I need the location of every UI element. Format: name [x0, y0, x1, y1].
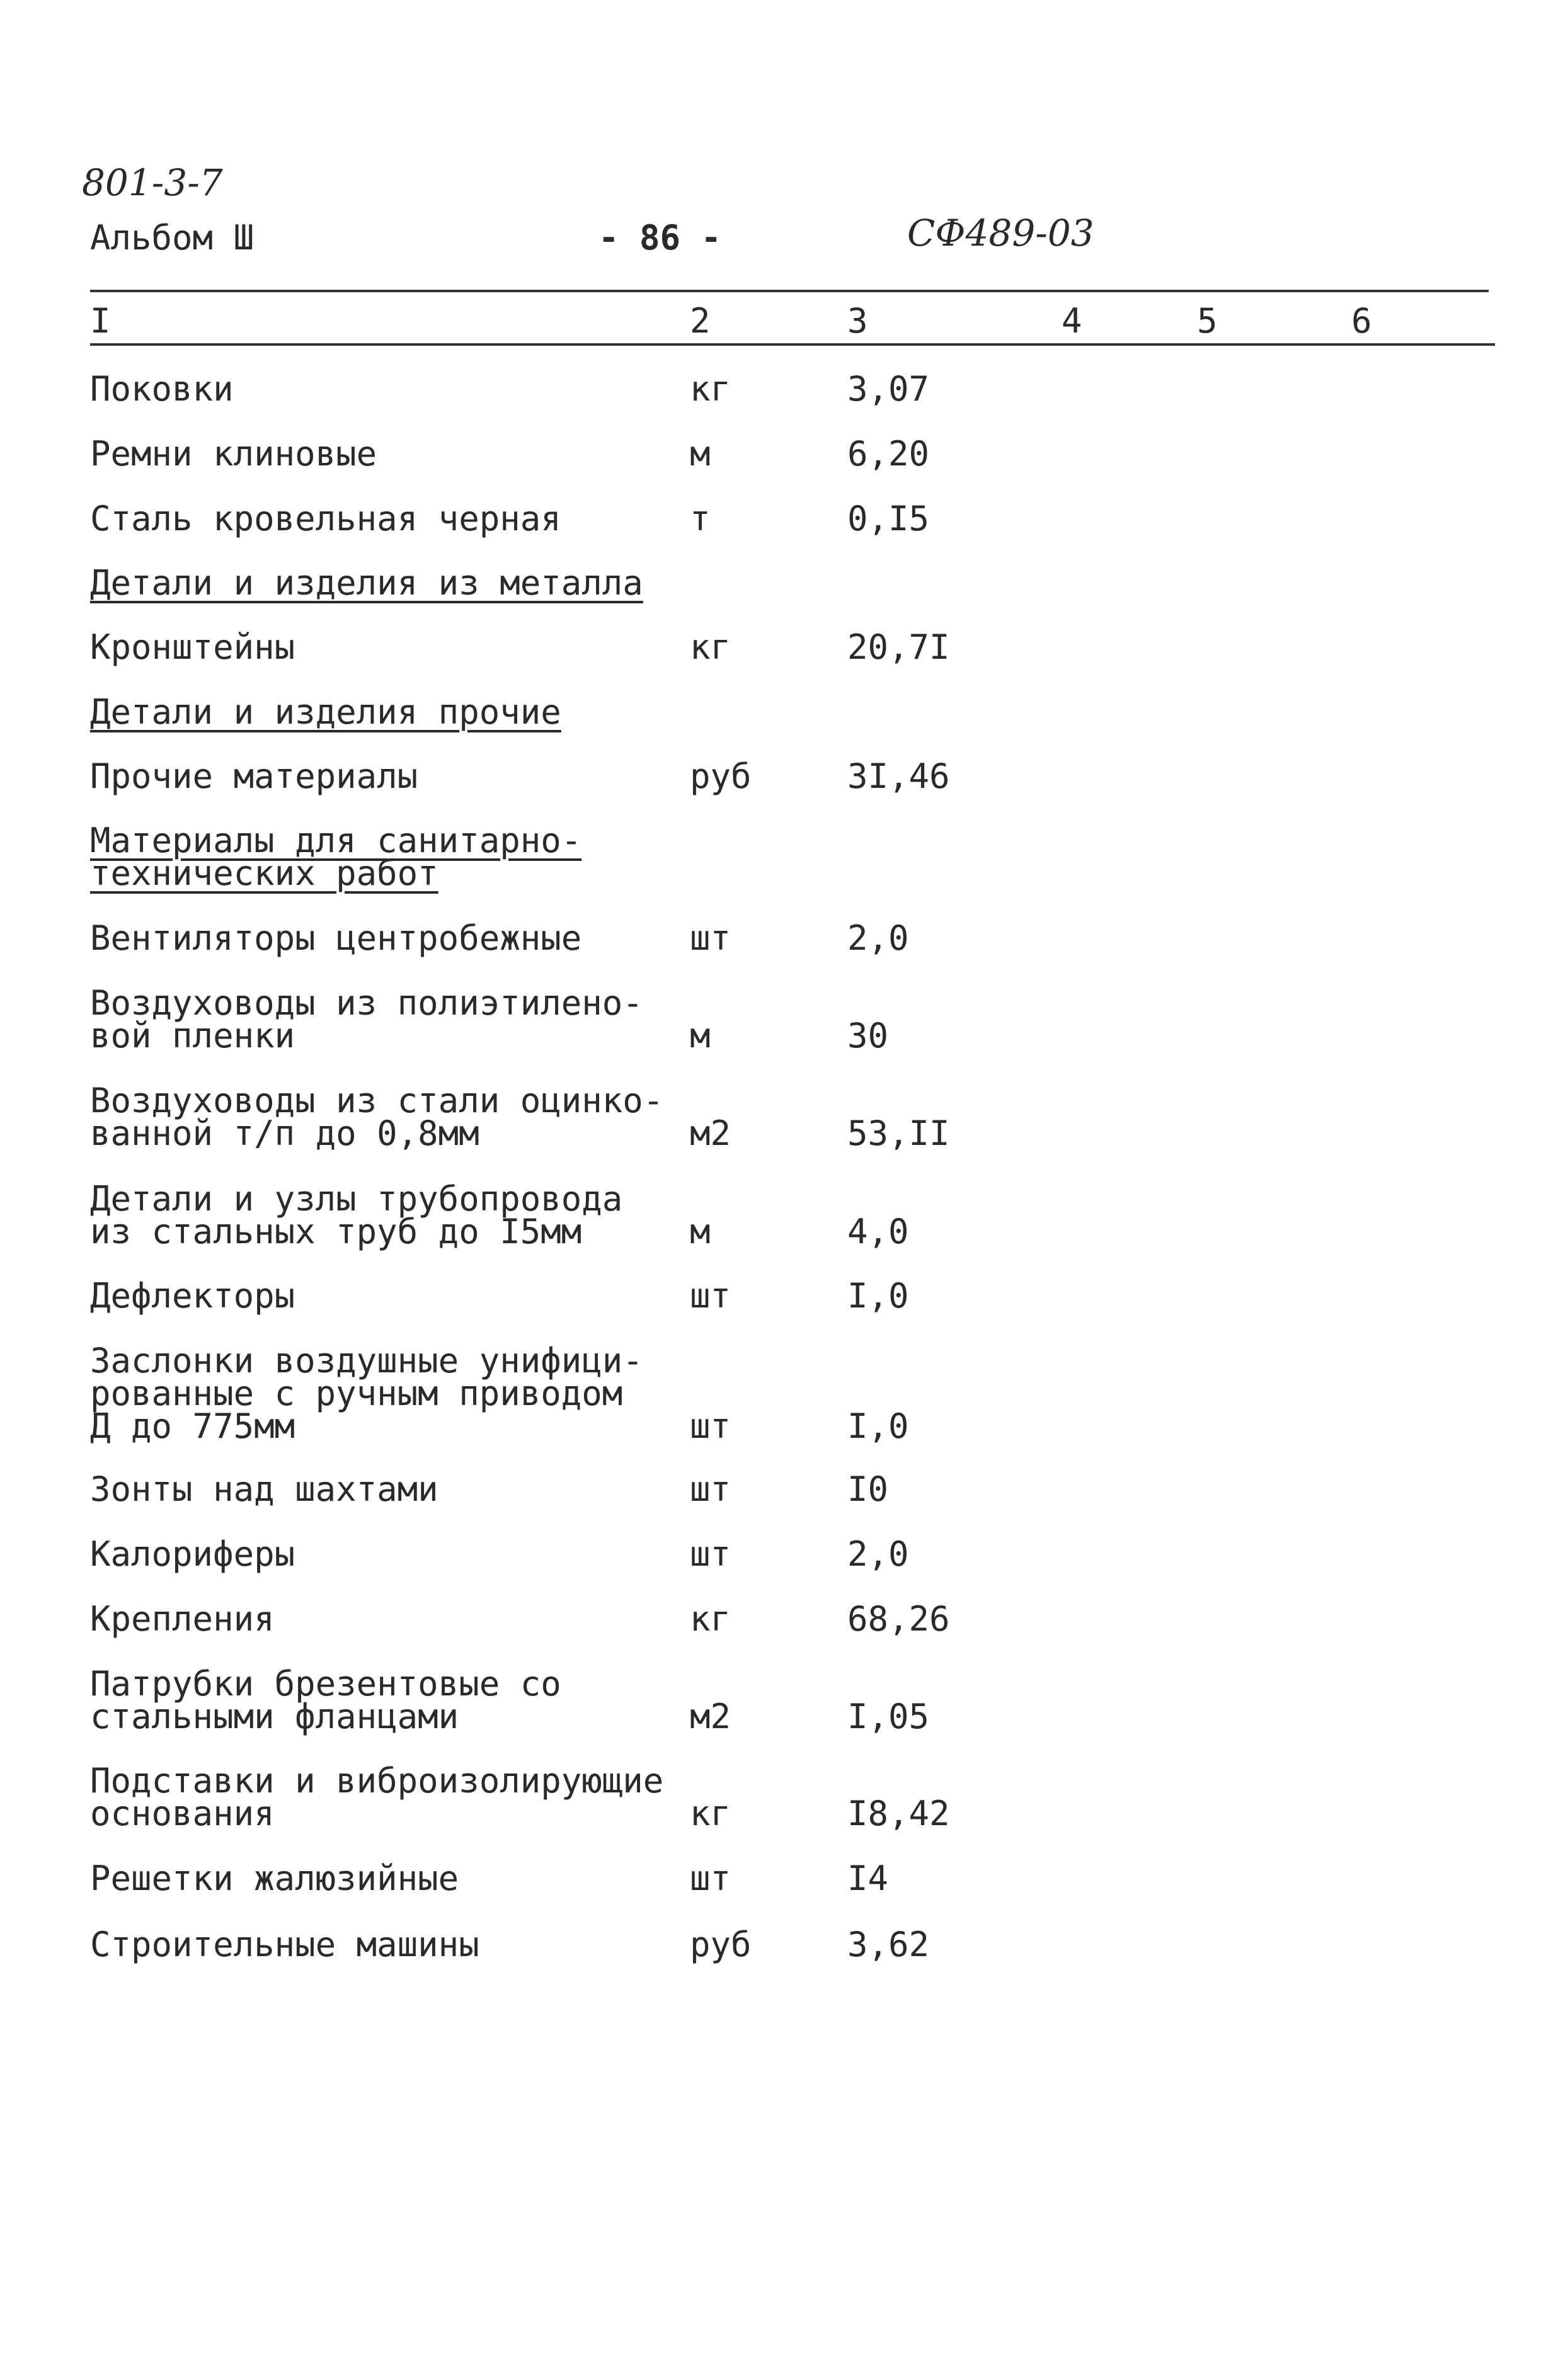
section-heading: технических работ [90, 853, 438, 893]
column-header-3: 3 [847, 301, 868, 341]
material-name: рованные с ручным приводом [90, 1374, 623, 1413]
unit-cell: кг [690, 1794, 731, 1833]
column-header-1: I [90, 301, 111, 341]
quantity-cell: I0 [847, 1469, 889, 1509]
material-name: Воздуховоды из стали оцинко- [90, 1081, 664, 1120]
unit-cell: м [690, 1212, 711, 1251]
quantity-cell: 30 [847, 1016, 889, 1056]
header-bottom-rule [90, 343, 1495, 346]
quantity-cell: I,05 [847, 1697, 930, 1736]
unit-cell: кг [690, 627, 731, 667]
material-name: Заслонки воздушные унифици- [90, 1341, 643, 1381]
material-name: Патрубки брезентовые со [90, 1664, 561, 1704]
quantity-cell: 68,26 [847, 1599, 950, 1639]
series-code: СФ489-03 [907, 212, 1094, 254]
column-header-5: 5 [1197, 301, 1218, 341]
unit-cell: кг [690, 1599, 731, 1639]
material-name: Калориферы [90, 1534, 295, 1574]
material-name: ванной т/п до 0,8мм [90, 1113, 479, 1153]
material-name: Прочие материалы [90, 756, 418, 796]
quantity-cell: 3,62 [847, 1925, 930, 1964]
material-name: Кронштейны [90, 627, 295, 667]
quantity-cell: I,0 [847, 1406, 909, 1446]
material-name: Дефлекторы [90, 1276, 295, 1316]
quantity-cell: 3,07 [847, 369, 930, 409]
quantity-cell: I8,42 [847, 1794, 950, 1833]
quantity-cell: 6,20 [847, 434, 930, 474]
unit-cell: м2 [690, 1697, 731, 1736]
unit-cell: м2 [690, 1113, 731, 1153]
unit-cell: шт [690, 1406, 731, 1446]
material-name: Строительные машины [90, 1925, 479, 1964]
column-header-6: 6 [1351, 301, 1372, 341]
unit-cell: т [690, 499, 711, 538]
quantity-cell: 0,I5 [847, 499, 930, 538]
quantity-cell: I,0 [847, 1276, 909, 1316]
material-name: Решетки жалюзийные [90, 1859, 459, 1898]
quantity-cell: 53,II [847, 1113, 950, 1153]
unit-cell: кг [690, 369, 731, 409]
material-name: Д до 775мм [90, 1406, 295, 1446]
unit-cell: шт [690, 1534, 731, 1574]
quantity-cell: I4 [847, 1859, 889, 1898]
unit-cell: м [690, 434, 711, 474]
material-name: Зонты над шахтами [90, 1469, 438, 1509]
unit-cell: руб [690, 756, 752, 796]
column-header-4: 4 [1062, 301, 1082, 341]
album-label: Альбом Ш [90, 218, 255, 258]
material-name: Подставки и виброизолирующие [90, 1761, 664, 1801]
material-name: Вентиляторы центробежные [90, 918, 582, 958]
material-name: Ремни клиновые [90, 434, 377, 474]
unit-cell: руб [690, 1925, 752, 1964]
unit-cell: шт [690, 1859, 731, 1898]
material-name: вой пленки [90, 1016, 295, 1056]
material-name: стальными фланцами [90, 1697, 459, 1736]
unit-cell: шт [690, 1276, 731, 1316]
material-name: Крепления [90, 1599, 275, 1639]
unit-cell: м [690, 1016, 711, 1056]
page-number: - 86 - [598, 218, 722, 258]
section-heading: Детали и изделия из металла [90, 563, 643, 603]
material-name: основания [90, 1794, 275, 1833]
section-heading: Детали и изделия прочие [90, 692, 561, 732]
material-name: Воздуховоды из полиэтилено- [90, 983, 643, 1023]
header-top-rule [90, 290, 1489, 292]
material-name: Поковки [90, 369, 234, 409]
material-name: из стальных труб до I5мм [90, 1212, 582, 1251]
quantity-cell: 3I,46 [847, 756, 950, 796]
material-name: Сталь кровельная черная [90, 499, 561, 538]
quantity-cell: 2,0 [847, 1534, 909, 1574]
section-heading: Материалы для санитарно- [90, 821, 582, 860]
column-header-2: 2 [690, 301, 711, 341]
unit-cell: шт [690, 918, 731, 958]
material-name: Детали и узлы трубопровода [90, 1179, 623, 1219]
quantity-cell: 2,0 [847, 918, 909, 958]
doc-code: 801-3-7 [82, 161, 223, 204]
quantity-cell: 4,0 [847, 1212, 909, 1251]
unit-cell: шт [690, 1469, 731, 1509]
quantity-cell: 20,7I [847, 627, 950, 667]
